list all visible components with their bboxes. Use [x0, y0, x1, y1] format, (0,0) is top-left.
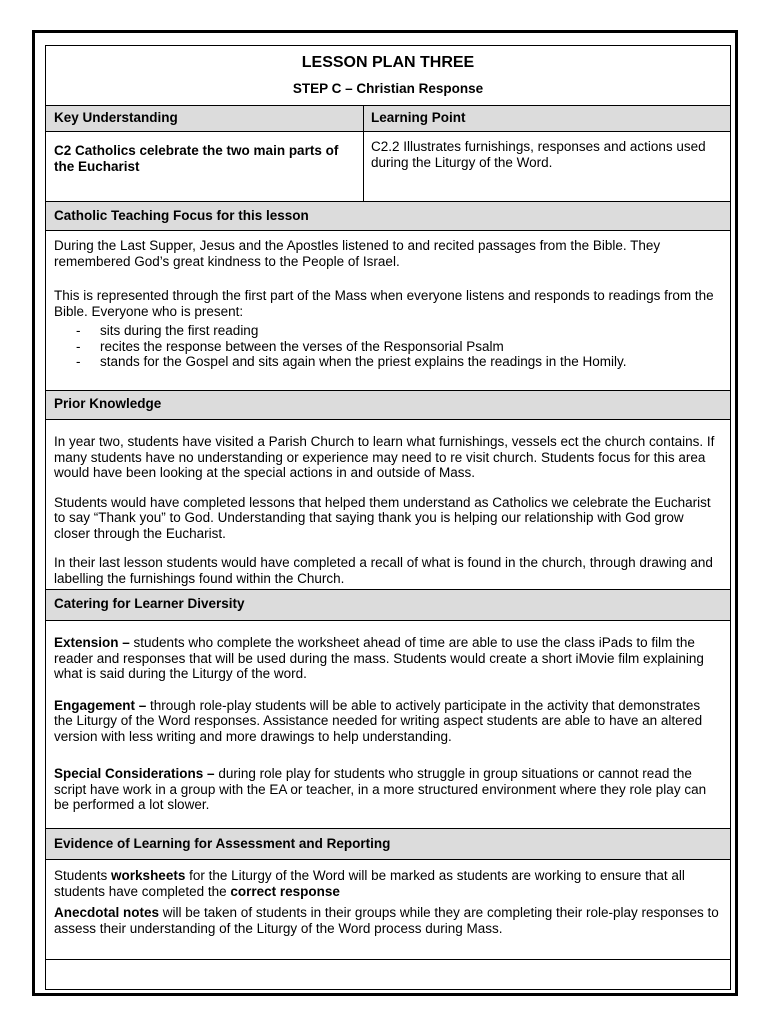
page-title: LESSON PLAN THREE [301, 54, 475, 71]
extension-text: students who complete the worksheet ahead of time are able to use the class iPads to film the reader and responses that will be used during the mass. Students would create a short iMovie film explaining what is said during the Liturgy of the word. [54, 635, 704, 681]
key-understanding-header: Key Understanding [54, 110, 178, 125]
evidence-worksheets: worksheets [111, 868, 186, 883]
teaching-focus-body [46, 238, 730, 370]
page-subtitle: STEP C – Christian Response [292, 81, 484, 96]
evidence-text: Students [54, 868, 112, 883]
diversity-header-row [46, 590, 730, 620]
evidence-header-row [46, 829, 730, 859]
key-understanding-text: C2 Catholics celebrate the two main parts of the Eucharist [54, 143, 339, 174]
extension-label: Extension – [54, 635, 130, 650]
prior-knowledge-header-row [46, 391, 730, 419]
evidence-body [46, 868, 730, 936]
prior-knowledge-p1: In year two, students have visited a Parish Church to learn what furnishings, vessels ect the church contains. If many students have no understanding or experience may need to re visit church. Students focus for this area would have been looking at the special actions in and outside of Mass. [54, 434, 715, 480]
diversity-header: Catering for Learner Diversity [54, 596, 245, 611]
understanding-content-row [46, 139, 730, 201]
evidence-anecdotal-notes: Anecdotal notes [54, 905, 160, 920]
engagement-label: Engagement – [54, 697, 147, 713]
learning-point-text: C2.2 Illustrates furnishings, responses and actions used during the Liturgy of the Word. [371, 139, 706, 170]
evidence-text: for the Liturgy of the Word will be marked as students are working to ensure that all students have completed the [54, 868, 685, 899]
prior-knowledge-p2: Students would have completed lessons that helped them understand as Catholics we celebrate the Eucharist to say “Thank you” to God. Understanding that saying thank you is helping our relationship with God grow closer through the Eucharist. [54, 494, 711, 541]
teaching-focus-header: Catholic Teaching Focus for this lesson [54, 208, 309, 223]
special-considerations-paragraph [54, 766, 722, 813]
evidence-text: will be taken of students in their groups while they are completing their role-play responses to assess their understanding of the Liturgy of the Word process during Mass. [54, 905, 719, 936]
teaching-focus-list [54, 323, 722, 370]
understanding-header-row [46, 106, 730, 131]
evidence-header: Evidence of Learning for Assessment and Reporting [54, 836, 391, 851]
prior-knowledge-p3: In their last lesson students would have completed a recall of what is found in the church, through drawing and labelling the furnishings found within the Church. [54, 555, 713, 586]
list-item: - stands for the Gospel and sits again when the priest explains the readings in the Homily. [76, 354, 722, 370]
engagement-paragraph [54, 698, 722, 745]
list-item: - recites the response between the verses of the Responsorial Psalm [76, 339, 722, 355]
special-considerations-text: during role play for students who struggle in group situations or cannot read the script have work in a group with the EA or teacher, in a more structured environment where they role play can be performed a lot slower. [54, 766, 707, 812]
extension-paragraph [54, 635, 722, 682]
teaching-focus-p2: This is represented through the first part of the Mass when everyone listens and responds to readings from the Bible. Everyone who is present: [54, 288, 714, 319]
evidence-paragraph-2 [54, 905, 722, 936]
diversity-body [46, 635, 730, 813]
learning-point-header: Learning Point [371, 110, 466, 125]
evidence-paragraph-1 [54, 868, 722, 899]
evidence-correct-response: correct response [230, 883, 340, 899]
prior-knowledge-body [46, 434, 730, 586]
teaching-focus-p1: During the Last Supper, Jesus and the Apostles listened to and recited passages from the Bible. They remembered God’s great kindness to the People of Israel. [54, 238, 661, 269]
teaching-focus-header-row [46, 202, 730, 230]
special-considerations-label: Special Considerations – [54, 766, 215, 781]
list-item: - sits during the first reading [76, 323, 722, 339]
prior-knowledge-header: Prior Knowledge [54, 396, 162, 411]
engagement-text: through role-play students will be able to actively participate in the activity that demonstrates the Liturgy of the Word responses. Assistance needed for writing aspect students are able to have an altered version with less writing and more drawings to help understanding. [54, 697, 703, 744]
